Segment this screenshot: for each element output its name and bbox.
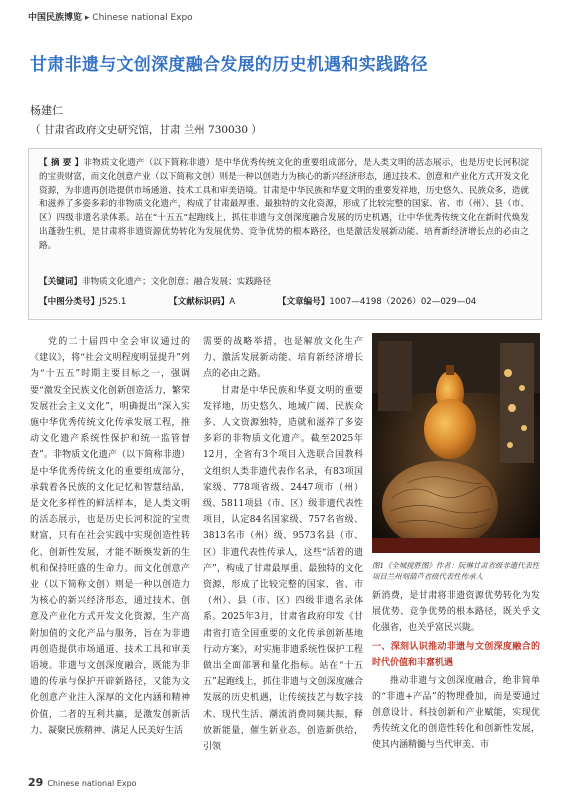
- article-value: 1007—4198（2026）02—029—04: [329, 297, 477, 307]
- figure-caption: 图1《全城搅胜图》作者：阮琳甘肃省级非遗代表性项目兰州刻葫芦省级代表性传承人: [372, 561, 540, 581]
- header-arrow-icon: ▸: [84, 13, 90, 23]
- article-title: 甘肃非遗与文创深度融合发展的历史机遇和实践路径: [30, 55, 428, 75]
- keywords-label: 【关键词】: [39, 277, 82, 287]
- journal-name-cn: 中国民族博览: [28, 13, 83, 23]
- page-footer: [28, 776, 137, 789]
- footer-journal: Chinese national Expo: [47, 779, 137, 788]
- abstract-label: 【 摘 要 】: [39, 158, 84, 168]
- doc-value: A: [229, 297, 236, 307]
- col3-paragraph-1: 新消费，是甘肃将非遗资源优势转化为发展优势、竞争优势的根本路径，既关乎文化强省，也关乎富民兴陇。: [372, 591, 540, 634]
- keywords-line: [39, 275, 529, 287]
- class-value: J525.1: [99, 297, 127, 307]
- body-column-2: [203, 334, 363, 755]
- col3-paragraph-2: 推动非遗与文创深度融合，绝非简单的“非遗+产品”的物理叠加，而是要通过创意设计、科技创新和产业赋能，实现优秀传统文化的创造性转化和创新性发展，使其内涵精髓与当代审美、市: [372, 675, 540, 751]
- class-number: [39, 297, 146, 307]
- article-label: 【文章编号】: [277, 297, 330, 307]
- gourd-carving-photo: [372, 333, 540, 553]
- journal-header: [28, 10, 193, 23]
- body-column-3: [372, 588, 540, 754]
- col2-paragraph-2: 甘肃是中华民族和华夏文明的重要发祥地，历史悠久、地域广阔、民族众多、人文资源独特，造就和滋养了多姿多彩的非物质文化遗产。截至2025年12月，全省有3个项目入选联合国教科文组织人类非遗代表作名录，有83项国家级、778项省级、2447项市（州）级、5811项县（市、区）级非遗代表性项目，认定84名国家级、757名省级、3813名市（州）级、9573名县（市、区）非遗代表性传承人，这些“活着的遗产”，构成了甘肃最厚重、最独特的文化资源，形成了比较完整的国家、省、市（州）、县（市、区）四级非遗名录体系。2025年3月，甘肃省政府印发《甘肃省打造全国重要的文化传承创新基地行动方案》，对实施非遗系统性保护工程做出全面部署和量化指标。站在“十五五”起跑线上，抓住非遗与文创深度融合发展的历史机遇，让传统技艺与数字技术、现代生活、潮流消费同频共振，释放新能量，催生新业态，创造新供给，引领: [203, 385, 363, 753]
- keywords-text: 非物质文化遗产；文化创意；融合发展；实践路径: [81, 277, 272, 287]
- col2-paragraph-1: 需要的战略举措，也是解放文化生产力、激活发展新动能、培育新经济增长点的必由之路。: [203, 337, 363, 380]
- abstract-box: [28, 148, 542, 320]
- class-label: 【中图分类号】: [39, 297, 100, 307]
- section-heading-1: 一、深刻认识推动非遗与文创深度融合的时代价值和丰富机遇: [372, 641, 540, 668]
- doc-code: [169, 297, 255, 307]
- author-affiliation: （ 甘肃省政府文史研究馆，甘肃 兰州 730030 ）: [30, 124, 262, 136]
- abstract-text: 非物质文化遗产（以下简称非遗）是中华优秀传统文化的重要组成部分，是人类文明的活态展示，也是历史长河积淀的宝贵财富，而文化创意产业（以下简称文创）则是一种以创造力为核心的新兴经济形态，通过技术、创意和产业化方式开发文化资源，为非遗再创造提供市场通道、技术工具和审美语境。甘肃是中华民族和华夏文明的重要发祥地，历史悠久、民族众多，造就和滋养了多姿多彩的非物质文化遗产，构成了甘肃最厚重、最独特的文化资源，形成了比较完整的国家、省、市（州）、县（市、区）四级非遗名录体系。站在“十五五”起跑线上，抓住非遗与文创深度融合发展的历史机遇，让中华优秀传统文化在新时代焕发出蓬勃生机，是甘肃将非遗资源优势转化为发展优势、竞争优势的根本路径，也是激活发展新动能、培育新经济增长点的必由之路。: [39, 158, 529, 251]
- abstract-body: [39, 157, 529, 254]
- gourd-photo-illustration: [372, 333, 540, 553]
- classification-line: [39, 295, 529, 307]
- author-name: 杨建仁: [30, 104, 63, 117]
- journal-name-en: Chinese national Expo: [92, 13, 193, 23]
- article-number: [278, 297, 496, 307]
- page-number: 29: [28, 776, 44, 789]
- body-column-1: 党的二十届四中全会审议通过的《建议》，将“社会文明程度明显提升”列为“十五五”时期主要目标之一，强调要“激发全民族文化创新创造活力，繁荣发展社会主义文化”，明确提出“深入实施中华优秀传统文化传承发展工程，推动文化遗产系统性保护和统一监管督查”。非物质文化遗产（以下简称非遗）是中华优秀传统文化的重要组成部分，承载着各民族的文化记忆和智慧结晶，是文化多样性的鲜活样本，是人类文明的活态展示，也是历史长河积淀的宝贵财富，只有在社会实践中实现创造性转化、创新性发展，才能不断焕发新的生机和保持旺盛的生命力。而文化创意产业（以下简称文创）则是一种以创造力为核心的新兴经济形态，通过技术、创意及产业化方式开发文化资源，生产高附加值的文化产品与服务，旨在为非遗再创造提供市场通道、技术工具和审美语境。非遗与文创深度融合，既能为非遗的传承与保护开辟新路径，又能为文化创意产业注入深厚的文化内涵和精神价值，二者的互利共赢，是激发创新活力、凝聚民族精神、满足人民美好生活: [30, 337, 190, 736]
- doc-label: 【文献标识码】: [169, 297, 230, 307]
